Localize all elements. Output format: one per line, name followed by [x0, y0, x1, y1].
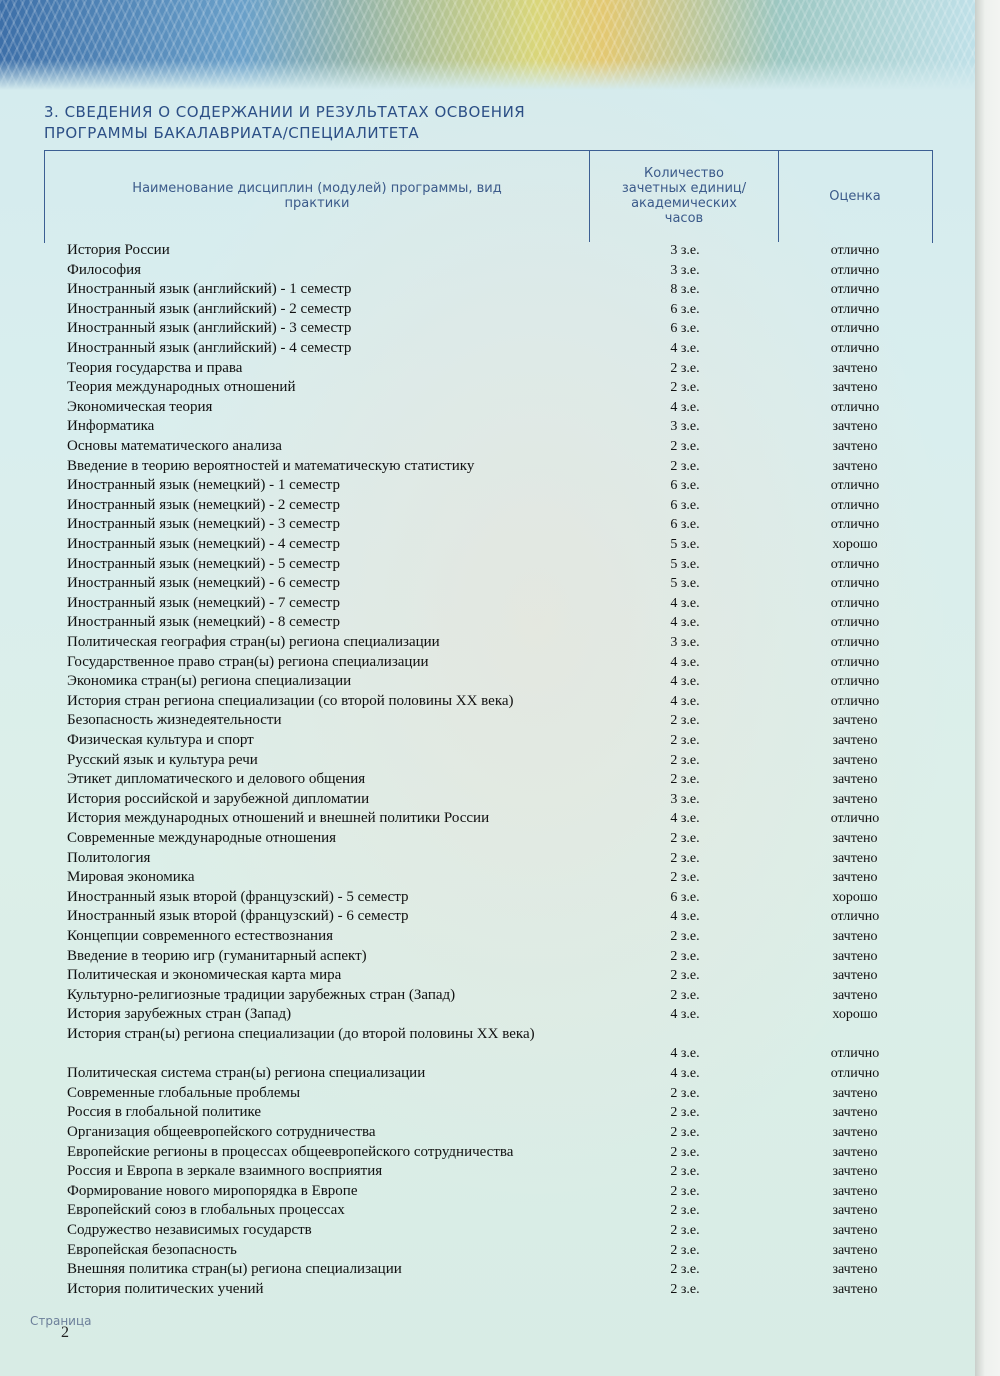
discipline-name: Иностранный язык (немецкий) - 6 семестр	[67, 575, 340, 592]
table-row	[0, 731, 975, 751]
discipline-grade: отлично	[830, 693, 880, 709]
discipline-credits: 3 з.е.	[670, 419, 700, 435]
discipline-name: Современные международные отношения	[67, 830, 337, 846]
scan-edge	[975, 0, 1000, 1376]
discipline-name: Россия в глобальной политике	[67, 1104, 262, 1121]
table-row	[0, 300, 975, 320]
column-header-credits: Количество зачетных единиц/ академических часов	[621, 166, 747, 226]
table-row	[0, 692, 975, 712]
discipline-credits: 4 з.е.	[670, 1066, 700, 1082]
discipline-credits: 8 з.е.	[670, 282, 700, 298]
discipline-grade: отлично	[830, 243, 880, 258]
table-row	[0, 1260, 975, 1280]
page-label: Страница	[30, 1314, 92, 1328]
discipline-name: Физическая культура и спорт	[67, 732, 254, 748]
discipline-credits: 2 з.е.	[670, 752, 700, 768]
discipline-credits: 2 з.е.	[670, 772, 700, 788]
discipline-grade: отлично	[830, 301, 880, 317]
discipline-grade: отлично	[830, 1066, 880, 1082]
discipline-name: Культурно-религиозные традиции зарубежных стран (Запад)	[67, 986, 456, 1003]
discipline-credits: 2 з.е.	[670, 733, 700, 748]
discipline-grade: отлично	[830, 497, 880, 513]
discipline-credits: 4 з.е.	[670, 1007, 700, 1023]
discipline-grade: зачтено	[832, 831, 878, 846]
discipline-name: Формирование нового миропорядка в Европе	[67, 1182, 358, 1199]
discipline-name: Теория государства и права	[67, 359, 243, 376]
discipline-name: Государственное право стран(ы) региона специализации	[67, 653, 429, 670]
column-header-grade: Оценка	[829, 188, 881, 204]
discipline-name: Европейский союз в глобальных процессах	[67, 1202, 345, 1219]
discipline-grade: зачтено	[832, 772, 878, 788]
discipline-grade: отлично	[830, 399, 880, 415]
table-row	[0, 613, 975, 633]
discipline-grade: отлично	[830, 811, 880, 827]
discipline-credits: 6 з.е.	[670, 321, 700, 337]
discipline-name: Иностранный язык (немецкий) - 7 семестр	[67, 594, 340, 611]
table-row	[0, 672, 975, 692]
discipline-grade: отлично	[830, 654, 880, 670]
discipline-name: Иностранный язык (английский) - 4 семестр	[67, 340, 352, 356]
discipline-name: Иностранный язык (немецкий) - 1 семестр	[67, 477, 340, 494]
table-row	[0, 319, 975, 339]
table-row	[0, 1280, 975, 1300]
discipline-credits: 2 з.е.	[670, 1125, 700, 1140]
table-row	[0, 868, 975, 888]
discipline-name: Философия	[67, 261, 142, 278]
discipline-credits: 4 з.е.	[670, 909, 700, 925]
discipline-grade: зачтено	[832, 1203, 878, 1219]
discipline-name: Иностранный язык (английский) - 2 семестр	[67, 300, 352, 317]
discipline-name: Иностранный язык (немецкий) - 5 семестр	[67, 555, 340, 572]
discipline-name: Русский язык и культура речи	[67, 751, 258, 768]
table-row	[0, 496, 975, 516]
table-row	[0, 770, 975, 790]
discipline-credits: 2 з.е.	[670, 360, 700, 376]
table-row	[0, 888, 975, 908]
discipline-name: Экономика стран(ы) региона специализации	[67, 673, 352, 690]
discipline-credits: 6 з.е.	[670, 889, 700, 905]
discipline-grade: зачтено	[832, 870, 878, 886]
discipline-grade: отлично	[830, 321, 880, 337]
discipline-grade: зачтено	[832, 1125, 878, 1140]
discipline-name: Иностранный язык (английский) - 1 семестр	[67, 281, 352, 298]
table-row	[0, 790, 975, 810]
discipline-name: Безопасность жизнедеятельности	[67, 712, 282, 729]
discipline-credits: 6 з.е.	[670, 478, 700, 494]
discipline-credits: 4 з.е.	[670, 615, 700, 631]
discipline-credits: 5 з.е.	[670, 576, 700, 592]
table-row	[0, 515, 975, 535]
table-row	[0, 1162, 975, 1182]
discipline-grade: отлично	[830, 576, 880, 592]
discipline-grade: зачтено	[832, 968, 878, 984]
table-row	[0, 457, 975, 477]
discipline-grade: хорошо	[832, 537, 878, 552]
table-row	[0, 1064, 975, 1084]
discipline-grade: отлично	[830, 282, 880, 298]
discipline-name: Иностранный язык (немецкий) - 3 семестр	[67, 516, 340, 533]
section-title	[44, 102, 525, 144]
table-row	[0, 751, 975, 771]
table-row	[0, 594, 975, 614]
discipline-credits: 2 з.е.	[670, 870, 700, 886]
discipline-credits: 4 з.е.	[670, 674, 700, 690]
table-row	[0, 1241, 975, 1261]
discipline-name: Внешняя политика стран(ы) региона специализации	[67, 1261, 402, 1278]
discipline-credits: 2 з.е.	[670, 439, 700, 454]
discipline-name: Введение в теорию вероятностей и математическую статистику	[67, 457, 475, 474]
discipline-grade: зачтено	[832, 791, 878, 807]
discipline-grade: зачтено	[832, 1223, 878, 1238]
discipline-grade: отлично	[830, 635, 880, 650]
discipline-credits: 2 з.е.	[670, 1144, 700, 1160]
table-row	[0, 1084, 975, 1104]
discipline-credits: 4 з.е.	[670, 595, 700, 611]
discipline-credits: 6 з.е.	[670, 497, 700, 513]
discipline-name: Политология	[67, 849, 151, 866]
table-row	[0, 241, 975, 261]
discipline-grade: зачтено	[832, 1242, 878, 1258]
discipline-grade: зачтено	[832, 419, 878, 435]
table-row	[0, 966, 975, 986]
discipline-credits: 2 з.е.	[670, 1105, 700, 1121]
table-row	[0, 437, 975, 457]
table-row	[0, 947, 975, 967]
discipline-grade: хорошо	[832, 889, 878, 905]
discipline-name: История стран(ы) региона специализации (до второй половины XX века)	[67, 1026, 535, 1042]
discipline-name: Политическая и экономическая карта мира	[67, 967, 342, 984]
discipline-name: Концепции современного естествознания	[67, 928, 333, 944]
discipline-grade: зачтено	[832, 713, 878, 729]
discipline-credits: 4 з.е.	[670, 654, 700, 670]
table-row	[0, 398, 975, 418]
discipline-name: Россия и Европа в зеркале взаимного восприятия	[67, 1163, 383, 1180]
discipline-name: История международных отношений и внешней политики России	[67, 810, 490, 827]
discipline-grade: хорошо	[832, 1007, 878, 1023]
discipline-credits: 2 з.е.	[670, 987, 700, 1003]
table-row	[0, 849, 975, 869]
table-row	[0, 378, 975, 398]
discipline-name: История России	[67, 242, 170, 258]
table-row	[0, 261, 975, 281]
discipline-credits: 5 з.е.	[670, 537, 700, 552]
discipline-grade: зачтено	[832, 1183, 878, 1199]
discipline-name: Мировая экономика	[67, 869, 195, 886]
discipline-credits: 2 з.е.	[670, 380, 700, 396]
table-row	[0, 1025, 975, 1065]
discipline-grade: отлично	[830, 615, 880, 631]
discipline-name: Современные глобальные проблемы	[67, 1084, 301, 1101]
discipline-grade: отлично	[830, 517, 880, 533]
discipline-credits: 4 з.е.	[670, 693, 700, 709]
discipline-name: Европейские регионы в процессах общеевропейского сотрудничества	[67, 1143, 514, 1160]
table-row	[0, 359, 975, 379]
discipline-credits: 3 з.е.	[670, 635, 700, 650]
section-title-line2: ПРОГРАММЫ БАКАЛАВРИАТА/СПЕЦИАЛИТЕТА	[44, 124, 420, 142]
discipline-credits: 6 з.е.	[670, 517, 700, 533]
discipline-grade: отлично	[830, 341, 880, 356]
discipline-grade: зачтено	[832, 1164, 878, 1180]
discipline-name: Иностранный язык второй (французский) - 5 семестр	[67, 888, 409, 905]
discipline-name: История стран региона специализации (со второй половины XX века)	[67, 692, 514, 709]
discipline-credits: 2 з.е.	[670, 1262, 700, 1278]
discipline-credits: 2 з.е.	[670, 948, 700, 964]
discipline-credits: 4 з.е.	[670, 811, 700, 827]
discipline-grade: зачтено	[832, 360, 878, 376]
table-row	[0, 535, 975, 555]
discipline-credits: 2 з.е.	[670, 929, 700, 944]
discipline-grade: зачтено	[832, 929, 878, 944]
discipline-credits: 2 з.е.	[670, 1281, 700, 1297]
table-row	[0, 711, 975, 731]
discipline-name: История политических учений	[67, 1280, 264, 1297]
discipline-name: Организация общеевропейского сотрудничества	[67, 1124, 376, 1140]
discipline-grade: зачтено	[832, 850, 878, 866]
discipline-name: Иностранный язык второй (французский) - 6 семестр	[67, 908, 409, 925]
discipline-name: Экономическая теория	[67, 398, 213, 415]
discipline-credits: 6 з.е.	[670, 301, 700, 317]
discipline-name: Теория международных отношений	[67, 379, 296, 396]
page-number: 2	[61, 1324, 69, 1341]
discipline-name: Политическая география стран(ы) региона специализации	[67, 634, 440, 650]
discipline-grade: отлично	[830, 909, 880, 925]
table-row	[0, 1005, 975, 1025]
discipline-grade: зачтено	[832, 752, 878, 768]
discipline-grade: отлично	[830, 1046, 880, 1061]
discipline-grade: отлично	[830, 556, 880, 572]
table-row	[0, 1103, 975, 1123]
table-row	[0, 280, 975, 300]
discipline-grade: зачтено	[832, 1105, 878, 1121]
discipline-credits: 2 з.е.	[670, 968, 700, 984]
discipline-credits: 5 з.е.	[670, 556, 700, 572]
table-row	[0, 417, 975, 437]
discipline-name: История российской и зарубежной дипломатии	[67, 790, 370, 807]
discipline-grade: зачтено	[832, 987, 878, 1003]
discipline-name: Европейская безопасность	[67, 1241, 237, 1258]
table-row	[0, 633, 975, 653]
table-row	[0, 476, 975, 496]
discipline-grade: зачтено	[832, 1262, 878, 1278]
discipline-name: Иностранный язык (немецкий) - 4 семестр	[67, 536, 340, 552]
discipline-name: Иностранный язык (немецкий) - 2 семестр	[67, 496, 340, 513]
discipline-credits: 2 з.е.	[670, 1164, 700, 1180]
discipline-credits: 3 з.е.	[670, 791, 700, 807]
discipline-name: Иностранный язык (английский) - 3 семестр	[67, 320, 352, 337]
table-row	[0, 829, 975, 849]
table-row	[0, 555, 975, 575]
discipline-name: Основы математического анализа	[67, 438, 282, 454]
discipline-name: Иностранный язык (немецкий) - 8 семестр	[67, 614, 340, 631]
discipline-grade: зачтено	[832, 439, 878, 454]
discipline-credits: 2 з.е.	[670, 713, 700, 729]
discipline-grade: зачтено	[832, 948, 878, 964]
discipline-name: Содружество независимых государств	[67, 1222, 312, 1238]
discipline-name: История зарубежных стран (Запад)	[67, 1006, 292, 1023]
discipline-credits: 3 з.е.	[670, 262, 700, 278]
discipline-name: Информатика	[67, 418, 155, 435]
discipline-credits: 4 з.е.	[670, 341, 700, 356]
discipline-credits: 4 з.е.	[670, 1046, 700, 1061]
table-row	[0, 907, 975, 927]
discipline-grade: зачтено	[832, 1144, 878, 1160]
discipline-credits: 2 з.е.	[670, 850, 700, 866]
discipline-grade: зачтено	[832, 458, 878, 474]
discipline-credits: 2 з.е.	[670, 1223, 700, 1238]
section-title-line1: 3. СВЕДЕНИЯ О СОДЕРЖАНИИ И РЕЗУЛЬТАТАХ ОСВОЕНИЯ	[44, 103, 526, 121]
discipline-grade: зачтено	[832, 733, 878, 748]
discipline-credits: 2 з.е.	[670, 831, 700, 846]
table-row	[0, 1182, 975, 1202]
table-row	[0, 574, 975, 594]
discipline-name: Политическая система стран(ы) региона специализации	[67, 1065, 426, 1082]
discipline-grade: зачтено	[832, 1085, 878, 1101]
discipline-grade: отлично	[830, 674, 880, 690]
table-row	[0, 1143, 975, 1163]
table-row	[0, 927, 975, 947]
column-header-discipline: Наименование дисциплин (модулей) программы, вид практики	[132, 181, 502, 211]
table-row	[0, 809, 975, 829]
table-row	[0, 986, 975, 1006]
discipline-credits: 4 з.е.	[670, 399, 700, 415]
discipline-grade: отлично	[830, 478, 880, 494]
discipline-credits: 2 з.е.	[670, 1242, 700, 1258]
discipline-credits: 2 з.е.	[670, 458, 700, 474]
discipline-grade: отлично	[830, 262, 880, 278]
discipline-credits: 3 з.е.	[670, 243, 700, 258]
discipline-grade: зачтено	[832, 380, 878, 396]
table-row	[0, 1201, 975, 1221]
discipline-credits: 2 з.е.	[670, 1203, 700, 1219]
discipline-grade: зачтено	[832, 1281, 878, 1297]
discipline-credits: 2 з.е.	[670, 1085, 700, 1101]
discipline-name: Введение в теорию игр (гуманитарный аспект)	[67, 947, 367, 964]
discipline-credits: 2 з.е.	[670, 1183, 700, 1199]
discipline-name: Этикет дипломатического и делового общения	[67, 771, 366, 788]
table-row	[0, 1221, 975, 1241]
table-row	[0, 653, 975, 673]
table-row	[0, 1123, 975, 1143]
table-row	[0, 339, 975, 359]
discipline-grade: отлично	[830, 595, 880, 611]
